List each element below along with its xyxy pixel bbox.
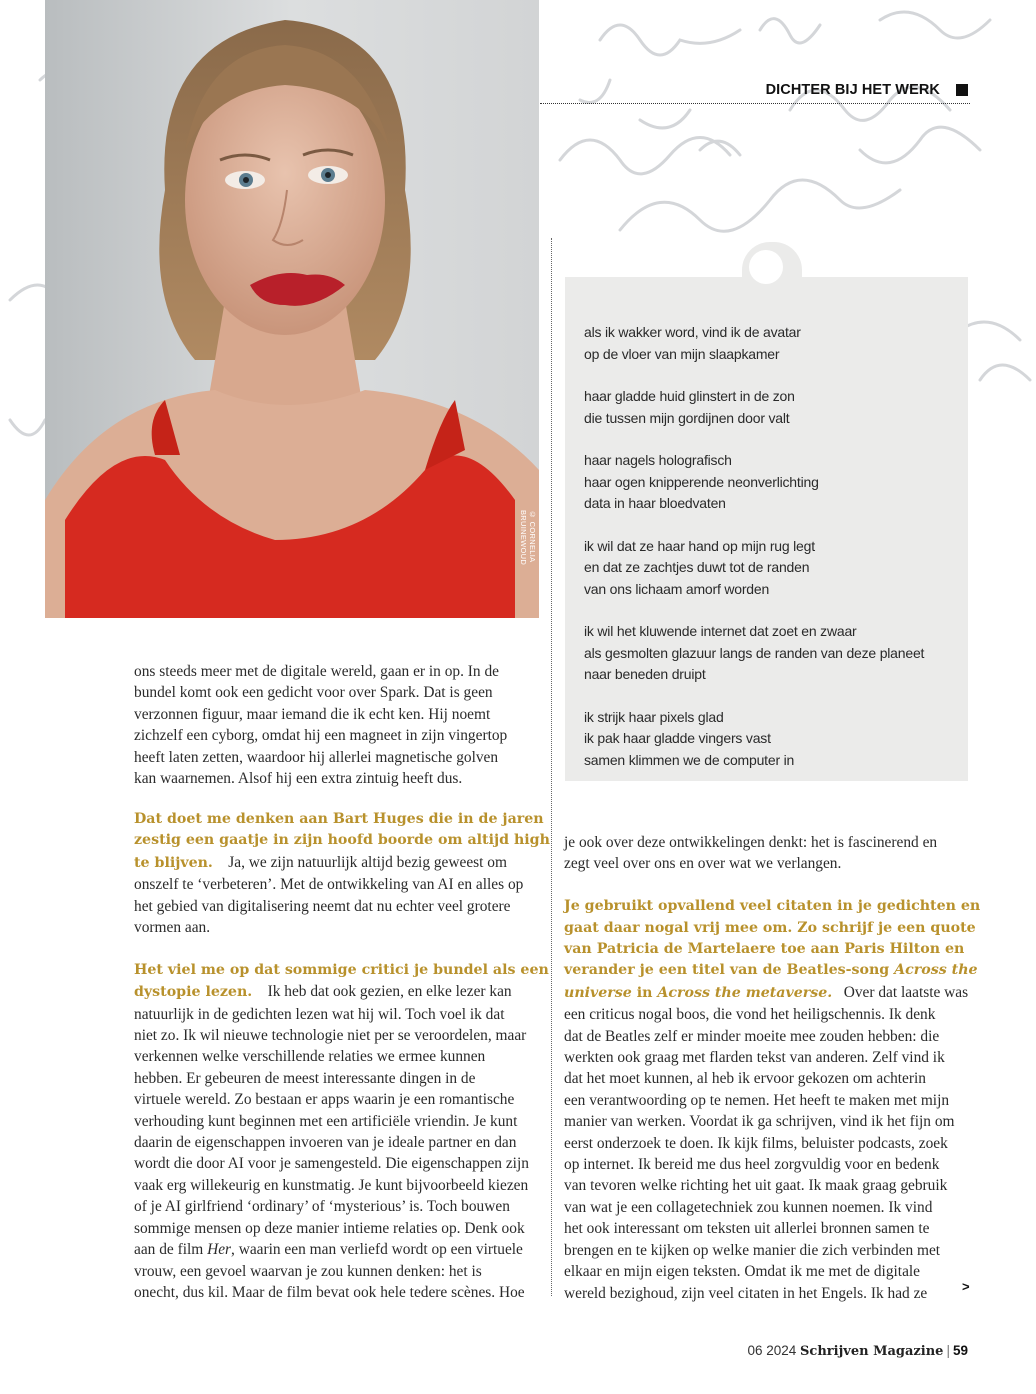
text-fragment: , waarin een man verliefd wordt op een virtuele <box>231 1241 523 1259</box>
section-header <box>540 80 970 104</box>
poem-stanza <box>584 450 954 515</box>
text-fragment: verander je een titel van de Beatles-song <box>564 962 895 979</box>
body-line: ons steeds meer met de digitale wereld, gaan er in op. In de <box>134 663 499 680</box>
body-line: vrouw, een gevoel waarvan je zou kunnen denken: het is <box>134 1262 482 1280</box>
body-line: bundel komt ook een gedicht voor over Spark. Dat is geen <box>134 684 493 702</box>
song-title: Across the metaverse. <box>657 984 833 1001</box>
poem-line: naar beneden druipt <box>584 666 706 682</box>
poem-line: die tussen mijn gordijnen door valt <box>584 409 790 426</box>
song-title: universe <box>564 984 632 1001</box>
body-line <box>134 852 550 874</box>
photo-credit: © CORNELIA BRUINEWOUD <box>519 510 537 566</box>
poem-line: ik pak haar gladde vingers vast <box>584 730 771 746</box>
body-line: dat de Beatles zelf er minder moeite mee zouden hebben: die <box>564 1027 940 1045</box>
magazine-name: Schrijven Magazine <box>800 1344 944 1359</box>
question-end: te blijven. <box>134 854 213 871</box>
poem-stanza <box>584 322 954 365</box>
issue-date: 06 2024 <box>747 1343 797 1358</box>
body-line: van tevoren welke richting het uit gaat. Ik maak graag gebruik <box>564 1177 948 1195</box>
page-number: 59 <box>952 1343 968 1358</box>
body-line: onecht, dus kil. Maar de film bevat ook hele tedere scènes. Hoe <box>134 1283 525 1301</box>
body-line: hebben. Er gebeuren de meest interessante dingen in de <box>134 1069 476 1087</box>
answer-start: Over dat laatste was <box>843 983 969 1001</box>
question-end: dystopie lezen. <box>134 984 253 1001</box>
question-line: Dat doet me denken aan Bart Huges die in de jaren <box>134 811 544 827</box>
body-line: zichzelf een cyborg, omdat hij een magneet in zijn vingertop <box>134 727 508 745</box>
body-column-left-top <box>134 661 507 789</box>
poem-line: ik wil dat ze haar hand op mijn rug legt <box>584 537 815 554</box>
portrait-photo <box>45 0 539 618</box>
body-line: wereld bezighoud, zijn veel citaten in het Engels. Ik had ze <box>564 1284 928 1302</box>
poem-line: ik strijk haar pixels glad <box>584 708 724 725</box>
body-line: je ook over deze ontwikkelingen denkt: het is fascinerend en <box>564 834 938 851</box>
body-line: daarin de eigenschappen invoeren van je ideale partner en dan <box>134 1134 517 1152</box>
body-line: een verantwoording op te nemen. Het heeft te maken met mijn <box>564 1091 950 1109</box>
question-line: Je gebruikt opvallend veel citaten in je gedichten en <box>564 898 981 915</box>
question-line: gaat daar nogal vrij mee om. Zo schrijf je een quote <box>564 919 976 936</box>
body-line <box>564 982 980 1004</box>
body-line: brengen en te kijken op welke manier die zich verbinden met <box>564 1241 941 1259</box>
body-line <box>134 1239 550 1260</box>
body-line <box>134 981 550 1003</box>
poem-stanza <box>584 386 954 429</box>
text-fragment: aan de film <box>134 1241 208 1259</box>
column-divider <box>551 238 552 1296</box>
poem-line: als gesmolten glazuur langs de randen van deze planeet <box>584 644 925 661</box>
question-line: zestig een gaatje in zijn hoofd boorde om altijd high <box>134 832 550 849</box>
poem-line: samen klimmen we de computer in <box>584 751 795 768</box>
body-line: natuurlijk in de gedichten lezen wat hij wil. Toch voel ik dat <box>134 1005 505 1023</box>
poem-line: op de vloer van mijn slaapkamer <box>584 345 780 362</box>
poem-line: en dat ze zachtjes duwt tot de randen <box>584 559 810 575</box>
footer-separator: | <box>946 1343 950 1358</box>
body-line: zegt veel over ons en over wat we verlangen. <box>564 855 842 873</box>
text-fragment: in <box>631 984 658 1001</box>
body-line: eerst onderzoek te doen. Ik kijk films, beluister podcasts, zoek <box>564 1134 948 1152</box>
body-line: verkennen welke verschillende relaties we ermee kunnen <box>134 1048 486 1066</box>
body-line: van wat je een collagetechniek zou kunnen noemen. Ik vind <box>564 1198 933 1216</box>
question-line: Het viel me op dat sommige critici je bundel als een <box>134 961 549 978</box>
body-line: het ook interessant om teksten uit allerlei bronnen samen te <box>564 1220 930 1238</box>
body-line: op internet. Ik bereid me dus heel zorgvuldig voor en bedenk <box>564 1156 940 1174</box>
answer-start: Ja, we zijn natuurlijk altijd bezig geweest om <box>228 853 507 871</box>
body-line: vormen aan. <box>134 919 211 937</box>
answer-start: Ik heb dat ook gezien, en elke lezer kan <box>267 983 512 1001</box>
body-line: dat het moet kunnen, al heb ik ervoor gekozen om achterin <box>564 1070 926 1088</box>
continue-arrow-icon: > <box>962 1279 970 1294</box>
body-line: verzonnen figuur, maar iemand die ik echt ken. Hij noemt <box>134 705 491 723</box>
body-line: het gebied van digitalisering neemt dat nu echter veel grotere <box>134 897 511 915</box>
poem-line: haar nagels holografisch <box>584 452 732 468</box>
poem-stanza <box>584 707 954 772</box>
poem-line: haar gladde huid glinstert in de zon <box>584 388 795 404</box>
body-line: verhouding kunt beginnen met een artificiële vriendin. Je kunt <box>134 1112 518 1130</box>
body-line: kan waarnemen. Alsof hij een extra zintuig heeft dus. <box>134 770 463 788</box>
body-line: sommige mensen op deze manier intieme relaties op. Denk ook <box>134 1219 525 1237</box>
song-title: Across the <box>894 962 978 979</box>
poem-stanza <box>584 536 954 601</box>
page-footer <box>747 1343 968 1359</box>
poem-line: van ons lichaam amorf worden <box>584 580 770 597</box>
poem-stanza <box>584 621 954 686</box>
question-end <box>564 985 832 1001</box>
body-line: onszelf te ‘verbeteren’. Met de ontwikkeling van AI en alles op <box>134 876 524 894</box>
body-line: manier van werken. Voordat ik ga schrijven, vind ik het fijn om <box>564 1113 955 1131</box>
body-line: virtuele wereld. Zo bestaan er apps waarin je een romantische <box>134 1091 515 1109</box>
body-line: niet zo. Ik wil nieuwe technologie niet per se veroordelen, maar <box>134 1027 527 1045</box>
body-line: elkaar en mijn eigen teksten. Omdat ik me met de digitale <box>564 1263 921 1281</box>
body-line: heeft laten zetten, waardoor hij allerlei magnetische golven <box>134 748 499 766</box>
body-line: of je AI girlfriend ‘ordinary’ of ‘mysterious’ is. Toch bouwen <box>134 1198 510 1216</box>
poem-dot-icon <box>749 250 783 284</box>
body-line: wordt die door AI voor je samengesteld. Die eigenschappen zijn <box>134 1155 529 1173</box>
section-label: DICHTER BIJ HET WERK <box>765 82 940 98</box>
poem-line: ik wil het kluwende internet dat zoet en zwaar <box>584 623 857 639</box>
body-line: werkten ook graag met flarden tekst van anderen. Zelf vind ik <box>564 1049 945 1067</box>
poem-line: als ik wakker word, vind ik de avatar <box>584 324 801 340</box>
section-square-icon <box>956 84 968 96</box>
poem <box>584 322 954 792</box>
film-title: Her <box>207 1241 232 1259</box>
question-line: van Patricia de Martelaere toe aan Paris Hilton en <box>564 941 965 958</box>
poem-line: data in haar bloedvaten <box>584 495 726 511</box>
body-line: een criticus nogal boos, die vond het heiligschennis. Ik denk <box>564 1006 936 1024</box>
body-column-right <box>564 832 980 1304</box>
poem-line: haar ogen knipperende neonverlichting <box>584 473 819 490</box>
body-line: vaak erg willekeurig en kunstmatig. Je kunt bijvoorbeeld kiezen <box>134 1176 529 1194</box>
portrait-illustration <box>45 0 539 618</box>
body-column-left <box>134 809 550 1303</box>
question-line <box>564 960 980 981</box>
